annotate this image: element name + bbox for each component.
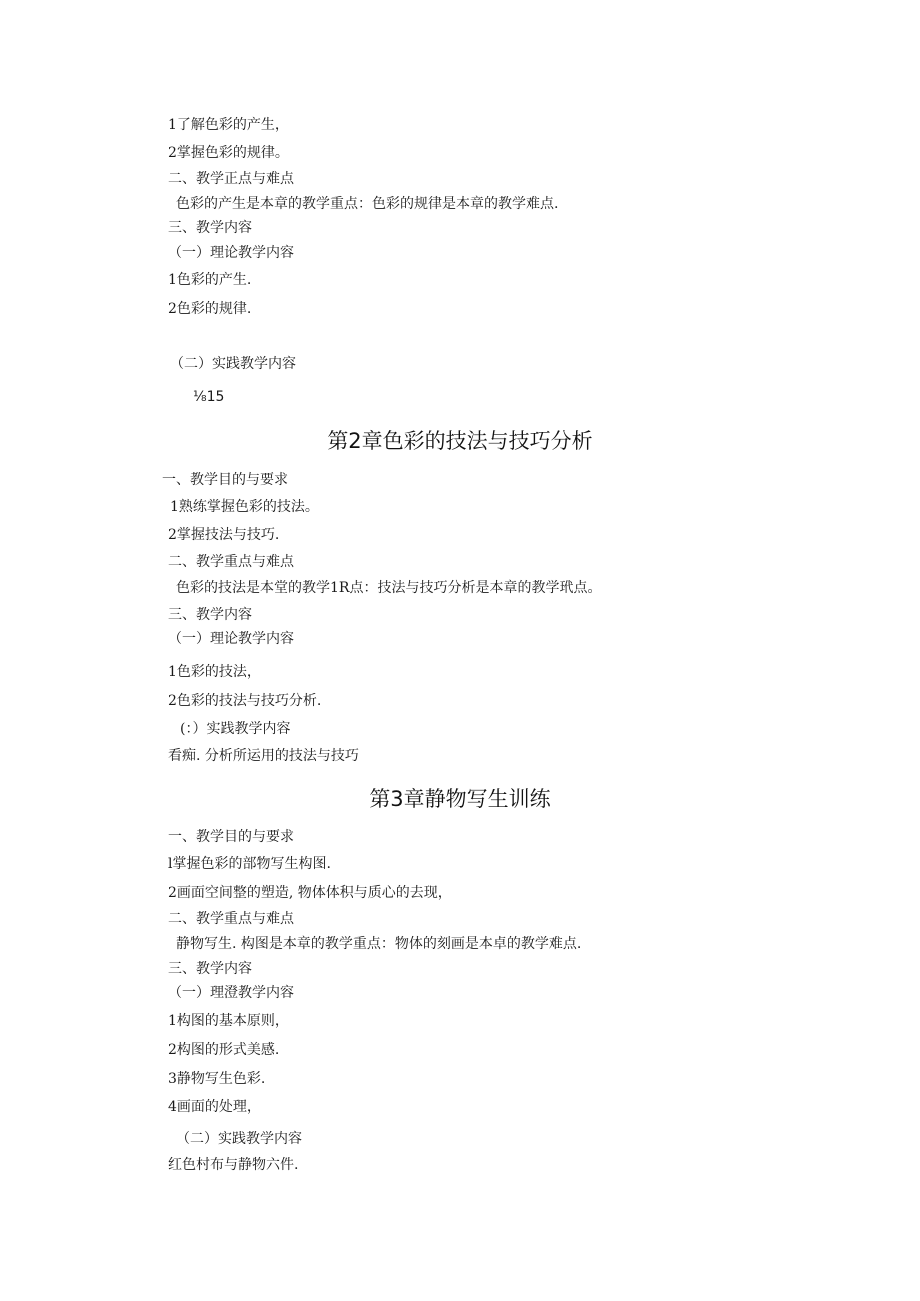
ch1-practice-heading: （二）实践教学内容 bbox=[170, 356, 296, 372]
ch2-section-content-heading: 三、教学内容 bbox=[168, 607, 252, 623]
ch3-section-objectives-heading: 一、教学目的与要求 bbox=[168, 829, 294, 845]
ch2-practice-heading: (：）实践教学内容 bbox=[180, 721, 291, 737]
ch1-section-content-heading: 三、教学内容 bbox=[168, 220, 252, 236]
ch1-practice-content: ⅛15 bbox=[193, 389, 225, 405]
ch3-section-content-heading: 三、教学内容 bbox=[168, 961, 252, 977]
ch1-objective-2: 2掌握色彩的规律。 bbox=[168, 145, 289, 161]
ch2-objective-1: 1熟练掌握色彩的技法。 bbox=[170, 499, 319, 515]
ch3-objective-1: l掌握色彩的部物写生构图. bbox=[168, 856, 331, 872]
ch2-theory-item-1: 1色彩的技法， bbox=[168, 664, 261, 680]
ch1-section-keypoints-heading: 二、教学正点与难点 bbox=[168, 171, 294, 187]
ch3-theory-item-3: 3静物写生色彩. bbox=[168, 1071, 266, 1087]
ch3-practice-content: 红色村布与静物六件. bbox=[168, 1157, 299, 1173]
chapter-2-title: 第2章色彩的技法与技巧分析 bbox=[327, 429, 593, 453]
ch2-objective-2: 2掌握技法与技巧. bbox=[168, 527, 280, 543]
ch2-theory-item-2: 2色彩的技法与技巧分析. bbox=[168, 693, 322, 709]
ch1-theory-heading: （一）理论教学内容 bbox=[168, 245, 294, 261]
ch3-theory-item-1: 1构图的基本原则， bbox=[168, 1013, 289, 1029]
ch3-theory-item-4: 4画面的处理， bbox=[168, 1099, 261, 1115]
ch3-theory-heading: （一）理澄教学内容 bbox=[168, 985, 294, 1001]
ch3-section-keypoints-heading: 二、教学重点与难点 bbox=[168, 911, 294, 927]
ch2-section-keypoints-heading: 二、教学重点与难点 bbox=[168, 554, 294, 570]
ch2-section-objectives-heading: 一、教学目的与要求 bbox=[162, 472, 288, 488]
ch3-objective-2: 2画面空间整的塑造, 物体体积与质心的去现， bbox=[168, 885, 452, 901]
ch3-practice-heading: （二）实践教学内容 bbox=[176, 1131, 302, 1147]
ch2-practice-content: 看痴. 分析所运用的技法与技巧 bbox=[168, 748, 359, 764]
ch2-theory-heading: （一）理论教学内容 bbox=[168, 631, 294, 647]
ch1-keypoints-text: 色彩的产生是本章的教学重点：色彩的规律是本章的教学难点. bbox=[176, 196, 559, 212]
ch1-theory-item-1: 1色彩的产生. bbox=[168, 272, 252, 288]
ch1-objective-1: 1了解色彩的产生， bbox=[168, 117, 289, 133]
ch2-keypoints-text: 色彩的技法是本堂的教学1R点：技法与技巧分析是本章的教学玳点。 bbox=[176, 580, 602, 596]
chapter-3-title: 第3章静物写生训练 bbox=[369, 787, 551, 811]
ch3-theory-item-2: 2构图的形式美感. bbox=[168, 1042, 280, 1058]
ch3-keypoints-text: 静物写生. 构图是本章的教学重点：物体的刻画是本卓的教学难点. bbox=[176, 936, 582, 952]
ch1-theory-item-2: 2色彩的规律. bbox=[168, 301, 252, 317]
